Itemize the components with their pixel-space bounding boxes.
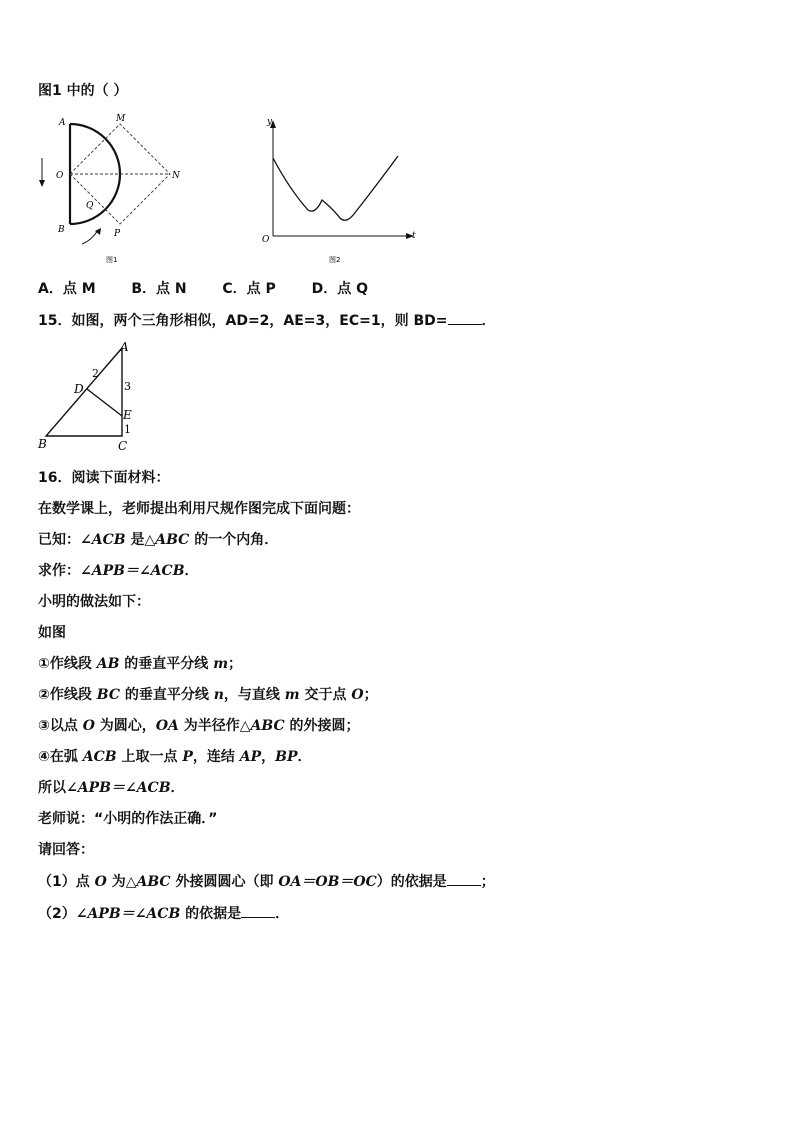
q14-option-b: B．点 N	[131, 281, 187, 297]
q16-heading: 16．阅读下面材料：	[38, 470, 170, 486]
fig2-label-origin: O	[262, 235, 270, 245]
q16-answer-blank-2	[241, 905, 275, 918]
fig1-label-B: B	[58, 225, 65, 235]
fig1-label-Q: Q	[86, 201, 94, 211]
q16-known: 已知：∠ACB 是△ABC 的一个内角．	[38, 532, 279, 548]
fig1-label-N: N	[172, 171, 180, 181]
q15-label-EC: 1	[124, 423, 131, 436]
q16-question-2: （2）∠APB＝∠ACB 的依据是 ．	[38, 906, 290, 922]
fig1-caption: 图1	[106, 256, 118, 264]
q15-label-E: E	[123, 408, 132, 422]
fig1-label-A: A	[59, 118, 66, 128]
q15-figure	[36, 340, 140, 454]
fig1-label-P: P	[114, 229, 121, 239]
q15-label-C: C	[118, 439, 128, 453]
q14-option-c: C．点 P	[222, 281, 276, 297]
q16-step-3: ③以点 O 为圆心，OA 为半径作△ABC 的外接圆；	[38, 718, 360, 734]
fig2-label-y: y	[267, 117, 273, 127]
q14-option-a: A．点 M	[38, 281, 96, 297]
q15-label-B: B	[38, 437, 47, 451]
q14-option-d: D．点 Q	[311, 281, 368, 297]
q15-end: ．	[481, 313, 496, 329]
q15-label-AD: 2	[92, 367, 99, 380]
q15-label-AE: 3	[124, 380, 131, 393]
q16-step-4: ④在弧 ACB 上取一点 P，连结 AP，BP．	[38, 749, 312, 765]
fig2-label-t: t	[412, 231, 416, 241]
q15-label-D: D	[74, 382, 84, 396]
q14-stem-tail: 图1 中的（ ）	[38, 83, 128, 99]
fig1-label-O: O	[56, 171, 64, 181]
q16-step-2: ②作线段 BC 的垂直平分线 n，与直线 m 交于点 O；	[38, 687, 378, 703]
q15-label-A: A	[120, 340, 129, 354]
q16-step-1: ①作线段 AB 的垂直平分线 m；	[38, 656, 243, 672]
q16-question-1: （1）点 O 为△ABC 外接圆圆心（即 OA＝OB＝OC）的依据是 ；	[38, 874, 495, 890]
q15-text: 15．如图，两个三角形相似，AD=2，AE=3，EC=1，则 BD=	[38, 313, 448, 329]
q16-conclusion: 所以∠APB＝∠ACB．	[38, 780, 185, 796]
q16-answer-blank-1	[447, 873, 481, 886]
q16-as-figure: 如图	[38, 625, 66, 641]
fig2-caption: 图2	[329, 256, 341, 264]
q16-find: 求作：∠APB＝∠ACB．	[38, 563, 199, 579]
q14-figure-1	[34, 110, 194, 270]
fig1-label-M: M	[116, 114, 126, 124]
q15-answer-blank	[448, 312, 482, 325]
q16-intro: 在数学课上，老师提出利用尺规作图完成下面问题：	[38, 501, 360, 517]
q16-method-intro: 小明的做法如下：	[38, 594, 150, 610]
q15-stem	[38, 312, 496, 330]
q14-options	[38, 280, 368, 298]
q16-teacher-remark: 老师说：“小明的作法正确．”	[38, 811, 218, 827]
q14-figure-2	[258, 112, 423, 270]
q16-please-answer: 请回答：	[38, 842, 94, 858]
